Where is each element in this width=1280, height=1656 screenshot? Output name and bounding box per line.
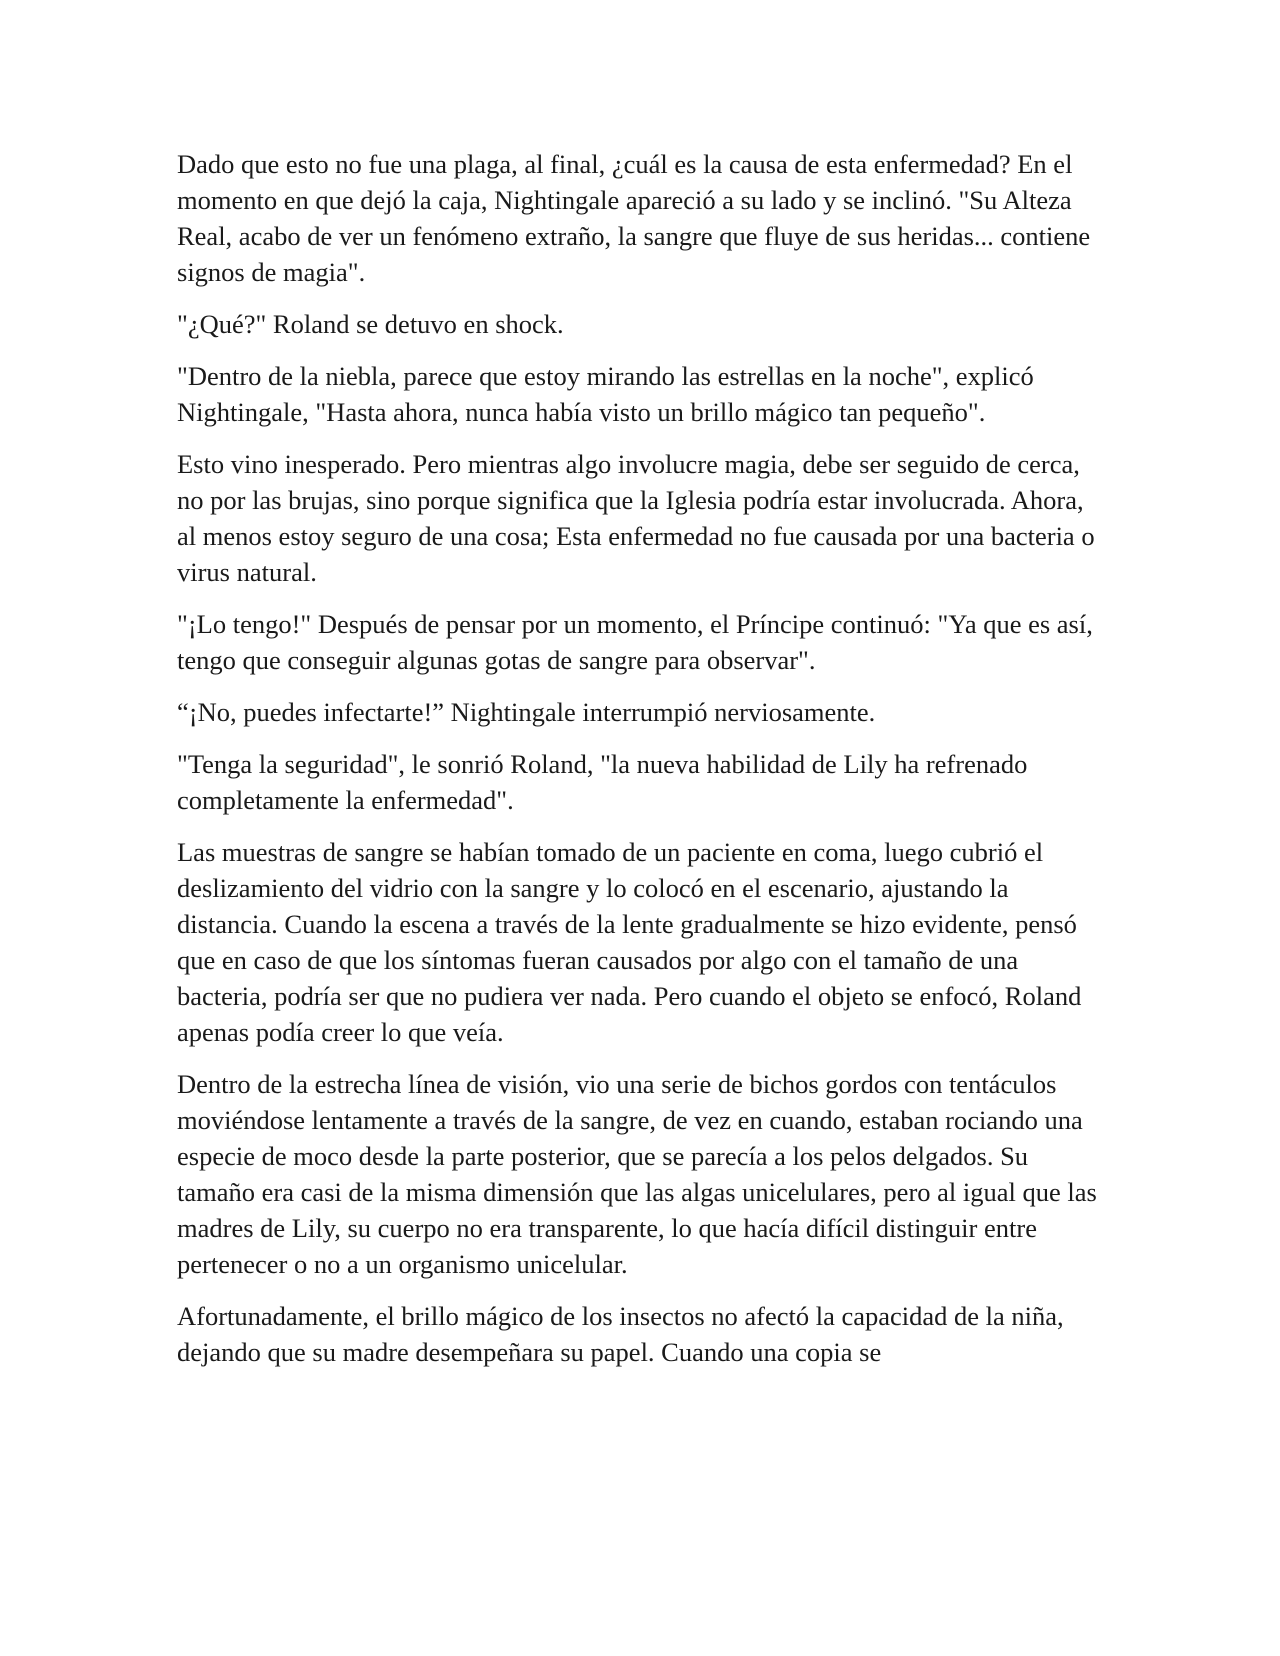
- paragraph-9: Dentro de la estrecha línea de visión, vio una serie de bichos gordos con tentáculos moviéndose lentamente a través de la sangre, de vez en cuando, estaban rociando una especie de moco desde la parte posterior, que se parecía a los pelos delgados. Su tamaño era casi de la misma dimensión que las algas unicelulares, pero al igual que las madres de Lily, su cuerpo no era transparente, lo que hacía difícil distinguir entre pertenecer o no a un organismo unicelular.: [177, 1069, 1097, 1279]
- paragraph-2: "¿Qué?" Roland se detuvo en shock.: [177, 309, 564, 339]
- paragraph-7: "Tenga la seguridad", le sonrió Roland, "la nueva habilidad de Lily ha refrenado completamente la enfermedad".: [177, 749, 1028, 815]
- paragraph-10: Afortunadamente, el brillo mágico de los insectos no afectó la capacidad de la niña, dejando que su madre desempeñara su papel. Cuando una copia se: [177, 1301, 1064, 1367]
- paragraph-5: "¡Lo tengo!" Después de pensar por un momento, el Príncipe continuó: "Ya que es así, tengo que conseguir algunas gotas de sangre para observar".: [177, 609, 1093, 675]
- paragraph-3: "Dentro de la niebla, parece que estoy mirando las estrellas en la noche", explicó Nightingale, "Hasta ahora, nunca había visto un brillo mágico tan pequeño".: [177, 361, 1034, 427]
- paragraph-6: “¡No, puedes infectarte!” Nightingale interrumpió nerviosamente.: [177, 697, 876, 727]
- document-body: [177, 146, 1107, 1386]
- paragraph-8: Las muestras de sangre se habían tomado de un paciente en coma, luego cubrió el deslizamiento del vidrio con la sangre y lo colocó en el escenario, ajustando la distancia. Cuando la escena a través de la lente gradualmente se hizo evidente, pensó que en caso de que los síntomas fueran causados por algo con el tamaño de una bacteria, podría ser que no pudiera ver nada. Pero cuando el objeto se enfocó, Roland apenas podía creer lo que veía.: [177, 837, 1082, 1047]
- paragraph-4: Esto vino inesperado. Pero mientras algo involucre magia, debe ser seguido de cerca, no por las brujas, sino porque significa que la Iglesia podría estar involucrada. Ahora, al menos estoy seguro de una cosa; Esta enfermedad no fue causada por una bacteria o virus natural.: [177, 449, 1095, 587]
- paragraph-1: Dado que esto no fue una plaga, al final, ¿cuál es la causa de esta enfermedad? En el momento en que dejó la caja, Nightingale apareció a su lado y se inclinó. "Su Alteza Real, acabo de ver un fenómeno extraño, la sangre que fluye de sus heridas... contiene signos de magia".: [177, 149, 1091, 287]
